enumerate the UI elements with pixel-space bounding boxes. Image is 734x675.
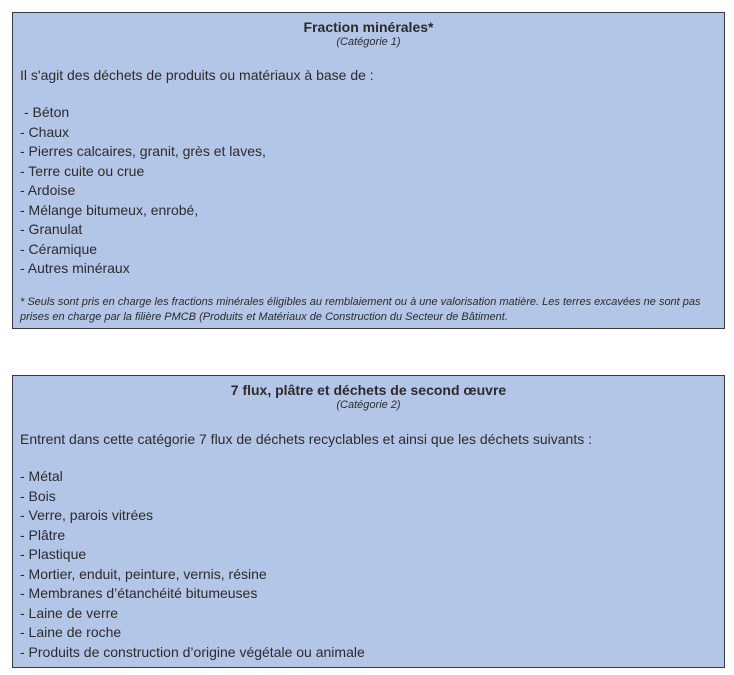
category-2-list (20, 467, 365, 662)
list-item: - Autres minéraux (20, 260, 130, 276)
list-item: - Béton (24, 104, 70, 120)
category-1-subtitle: (Catégorie 1) (336, 36, 401, 48)
category-1-list (20, 103, 266, 279)
list-item: - Verre, parois vitrées (20, 507, 154, 523)
list-item: - Granulat (20, 221, 83, 237)
list-item: - Chaux (20, 123, 70, 140)
category-1-footnote: * Seuls sont pris en charge les fractions minérales éligibles au remblaiement ou à une valorisation matière. Les terres excavées ne sont pas prises en charge par la filière PMCB (Produits et Matériaux de Construction du Secteur de Bâtiment. (20, 296, 701, 323)
category-2-subtitle: (Catégorie 2) (336, 399, 401, 411)
category-2-box (12, 375, 725, 668)
list-item: - Mélange bitumeux, enrobé, (20, 201, 199, 218)
category-2-title: 7 flux, plâtre et déchets de second œuvre (230, 382, 507, 398)
category-1-box (12, 12, 725, 329)
list-item: - Ardoise (20, 182, 76, 198)
list-item: - Mortier, enduit, peinture, vernis, résine (20, 565, 267, 582)
category-1-title: Fraction minérales* (303, 19, 434, 35)
list-item: - Bois (20, 487, 56, 504)
list-item: - Laine de verre (20, 604, 119, 621)
list-item: - Produits de construction d’origine végétale ou animale (20, 643, 365, 660)
category-2-intro: Entrent dans cette catégorie 7 flux de déchets recyclables et ainsi que les déchets suivants : (20, 431, 592, 447)
list-item: - Céramique (20, 240, 98, 257)
list-item: - Membranes d’étanchéité bitumeuses (20, 585, 258, 601)
list-item: - Laine de roche (20, 624, 122, 640)
list-item: - Métal (20, 468, 63, 484)
list-item: - Terre cuite ou crue (20, 162, 145, 179)
list-item: - Plastique (20, 546, 87, 562)
category-1-intro: Il s'agit des déchets de produits ou matériaux à base de : (20, 67, 374, 83)
list-item: - Plâtre (20, 526, 66, 543)
list-item: - Pierres calcaires, granit, grès et laves, (20, 143, 266, 159)
